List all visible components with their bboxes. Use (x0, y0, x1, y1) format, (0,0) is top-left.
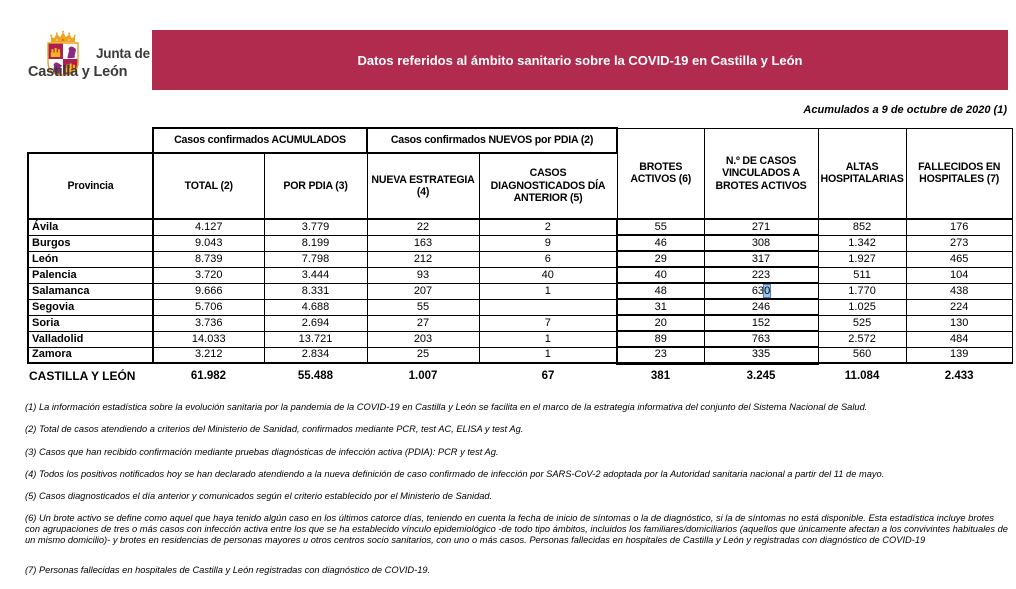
footnote-2: (2) Total de casos atendiendo a criterios del Ministerio de Sanidad, confirmados mediante PCR, test AC, ELISA y test Ag. (25, 424, 524, 435)
table-cell: 29 (617, 251, 704, 267)
table-cell: 852 (818, 219, 906, 235)
table-cell: 1.025 (818, 299, 906, 315)
table-cell: 5.706 (153, 299, 264, 315)
table-cell: 1 (479, 347, 617, 363)
table-cell: 8.199 (264, 235, 367, 251)
date-note: Acumulados a 9 de octubre de 2020 (1) (803, 104, 1007, 116)
table-cell: 46 (617, 235, 704, 251)
table-row-totals (28, 363, 1012, 383)
table-cell: 1.927 (818, 251, 906, 267)
table-cell: 224 (906, 299, 1012, 315)
footnote-7: (7) Personas fallecidas en hospitales de Castilla y León registradas con diagnóstico de COVID-19. (25, 564, 431, 575)
table-row-salamanca (28, 283, 1012, 299)
footnotes (25, 402, 1010, 587)
cell-province-name: León (28, 251, 153, 267)
cell-province-name: Ávila (28, 219, 153, 235)
table-row-avila (28, 219, 1012, 235)
table-cell: 560 (818, 347, 906, 363)
table-row-burgos (28, 235, 1012, 251)
cell-province-name: Salamanca (28, 283, 153, 299)
table-cell: 1.770 (818, 283, 906, 299)
table-cell: 2.572 (818, 331, 906, 347)
table-cell: 4.127 (153, 219, 264, 235)
table-cell: 1.342 (818, 235, 906, 251)
column-header-provincia: Provincia (28, 153, 153, 219)
table-cell: 152 (704, 315, 818, 331)
table-cell: 3.736 (153, 315, 264, 331)
table-row-soria (28, 315, 1012, 331)
table-cell: 25 (367, 347, 479, 363)
table-cell: 139 (906, 347, 1012, 363)
cell-province-name: Palencia (28, 267, 153, 283)
table-cell: 763 (704, 331, 818, 347)
column-header-nuevaestrategia: NUEVA ESTRATEGIA (4) (367, 153, 479, 219)
table-cell: 3.212 (153, 347, 264, 363)
table-cell: 13.721 (264, 331, 367, 347)
table-cell: 525 (818, 315, 906, 331)
totals-cell: 55.488 (297, 370, 334, 382)
table-cell: 1 (479, 331, 617, 347)
column-header-fallecidos: FALLECIDOS EN HOSPITALES (7) (906, 128, 1012, 219)
column-header-porpdia: POR PDIA (3) (264, 153, 367, 219)
totals-cell: 1.007 (408, 370, 438, 382)
footnote-5: (5) Casos diagnosticados el día anterior y comunicados según el criterio establecido por el Ministerio de Sanidad. (25, 491, 493, 502)
table-cell: 484 (906, 331, 1012, 347)
table-cell: 163 (367, 235, 479, 251)
table-cell: 9 (479, 235, 617, 251)
table-cell: 48 (617, 283, 704, 299)
table-cell: 4.688 (264, 299, 367, 315)
table-cell: 273 (906, 235, 1012, 251)
footnote-3: (3) Casos que han recibido confirmación mediante pruebas diagnósticas de infección activa (PDIA): PCR y test Ag. (25, 446, 499, 457)
table-cell: 8.331 (264, 283, 367, 299)
table (27, 127, 1013, 383)
cell-province-name: Zamora (28, 347, 153, 363)
footnote-6: (6) Un brote activo se define como aquel que haya tenido algún caso en los últimos catorce días, teniendo en cuenta la fecha de inicio de síntomas o la de diagnóstico, si la de síntomas no está disponible. Esta estadística incluye brotes con agrupaciones de tres o más casos con infección activa entre los que se ha establecido vínculo epidemiológico -de todo tipo ámbitos, incluidos los familiares/domiciliarios (aquellos que únicamente afectan a los convivintes habituales de un mismo domicilio)- y brotes en residencias de personas mayores u otros centros socio sanitarios, con uno o más casos. Personas fallecidas en hospitales de Castilla y León y registradas con diagnóstico de COVID-19 (25, 513, 1008, 546)
table-cell: 40 (479, 267, 617, 283)
totals-cell: 2.433 (944, 370, 974, 382)
logo-text-line1: Junta de (96, 46, 150, 61)
group-header-row (28, 128, 1012, 153)
table-cell: 27 (367, 315, 479, 331)
cell-province-name: Soria (28, 315, 153, 331)
table-cell: 31 (617, 299, 704, 315)
table-cell: 246 (704, 299, 818, 315)
column-header-altas: ALTAS HOSPITALARIAS (818, 128, 906, 219)
table-cell: 14.033 (153, 331, 264, 347)
title-bar (152, 30, 1008, 90)
logo-text-line2: Castilla y León (28, 64, 128, 80)
table-cell: 271 (704, 219, 818, 235)
column-header-diagnosticados: CASOS DIAGNOSTICADOS DÍA ANTERIOR (5) (479, 153, 617, 219)
footnote-1: (1) La información estadística sobre la evolución sanitaria por la pandemia de la COVID-19 en Castilla y León se facilita en el marco de la estrategia informativa del conjunto del Sistema Nacional de Salud. (25, 402, 868, 412)
table-row-valladolid (28, 331, 1012, 347)
table-cell: 203 (367, 331, 479, 347)
table-cell: 465 (906, 251, 1012, 267)
table-cell: 176 (906, 219, 1012, 235)
table-cell: 3.444 (264, 267, 367, 283)
table-row-palencia (28, 267, 1012, 283)
table-cell: 2 (479, 219, 617, 235)
totals-cell: 3.245 (746, 370, 776, 383)
cell-salamanca-vinculados: 630 (704, 283, 818, 299)
table-cell: 20 (617, 315, 704, 331)
column-header-brotes: BROTES ACTIVOS (6) (617, 128, 704, 219)
table-cell: 2.834 (264, 347, 367, 363)
table-cell: 93 (367, 267, 479, 283)
table-cell: 212 (367, 251, 479, 267)
junta-castilla-leon-logo (28, 28, 158, 86)
table-cell: 104 (906, 267, 1012, 283)
table-cell: 223 (704, 267, 818, 283)
table-cell: 2.694 (264, 315, 367, 331)
table-cell: 130 (906, 315, 1012, 331)
column-header-total: TOTAL (2) (153, 153, 264, 219)
table-cell: 9.666 (153, 283, 264, 299)
totals-cell: 61.982 (190, 370, 227, 382)
table-cell: 9.043 (153, 235, 264, 251)
footnote-4: (4) Todos los positivos notificados hoy se han declarado atendiendo a la nueva definición de caso confirmado de infección por SARS-CoV-2 adoptada por la Autoridad sanitaria nacional a partir del 11 de mayo. (25, 468, 885, 479)
group-header-acumulados: Casos confirmados ACUMULADOS (153, 128, 367, 153)
table-cell: 89 (617, 331, 704, 347)
totals-cell: 67 (541, 370, 555, 382)
page-title: Datos referidos al ámbito sanitario sobre la COVID-19 en Castilla y León (357, 52, 803, 68)
table-row-segovia (28, 299, 1012, 315)
table-cell: 1 (479, 283, 617, 299)
table-row-zamora (28, 347, 1012, 363)
table-cell: 40 (617, 267, 704, 283)
group-header-nuevos: Casos confirmados NUEVOS por PDIA (2) (367, 128, 617, 153)
table-cell: 7 (479, 315, 617, 331)
table-cell: 438 (906, 283, 1012, 299)
totals-cell: 381 (650, 370, 671, 383)
table-cell: 308 (704, 235, 818, 251)
cell-province-name: Segovia (28, 299, 153, 315)
table-cell: 335 (704, 347, 818, 363)
totals-label: CASTILLA Y LEÓN (29, 369, 136, 383)
table-cell: 22 (367, 219, 479, 235)
cell-province-name: Valladolid (28, 331, 153, 347)
table-cell (479, 299, 617, 315)
table-cell: 7.798 (264, 251, 367, 267)
table-cell: 317 (704, 251, 818, 267)
table-cell: 3.720 (153, 267, 264, 283)
table-cell: 55 (617, 219, 704, 235)
table-cell: 8.739 (153, 251, 264, 267)
table-cell: 207 (367, 283, 479, 299)
table-row-leon (28, 251, 1012, 267)
cell-province-name: Burgos (28, 235, 153, 251)
table-cell: 55 (367, 299, 479, 315)
corner-blank-cell (28, 128, 153, 153)
table-cell: 6 (479, 251, 617, 267)
table-cell: 3.779 (264, 219, 367, 235)
totals-cell: 11.084 (844, 370, 880, 382)
column-header-vinculados: N.º DE CASOS VINCULADOS A BROTES ACTIVOS (704, 128, 818, 219)
covid-data-table (27, 127, 1013, 383)
table-cell: 511 (818, 267, 906, 283)
table-cell: 23 (617, 347, 704, 363)
